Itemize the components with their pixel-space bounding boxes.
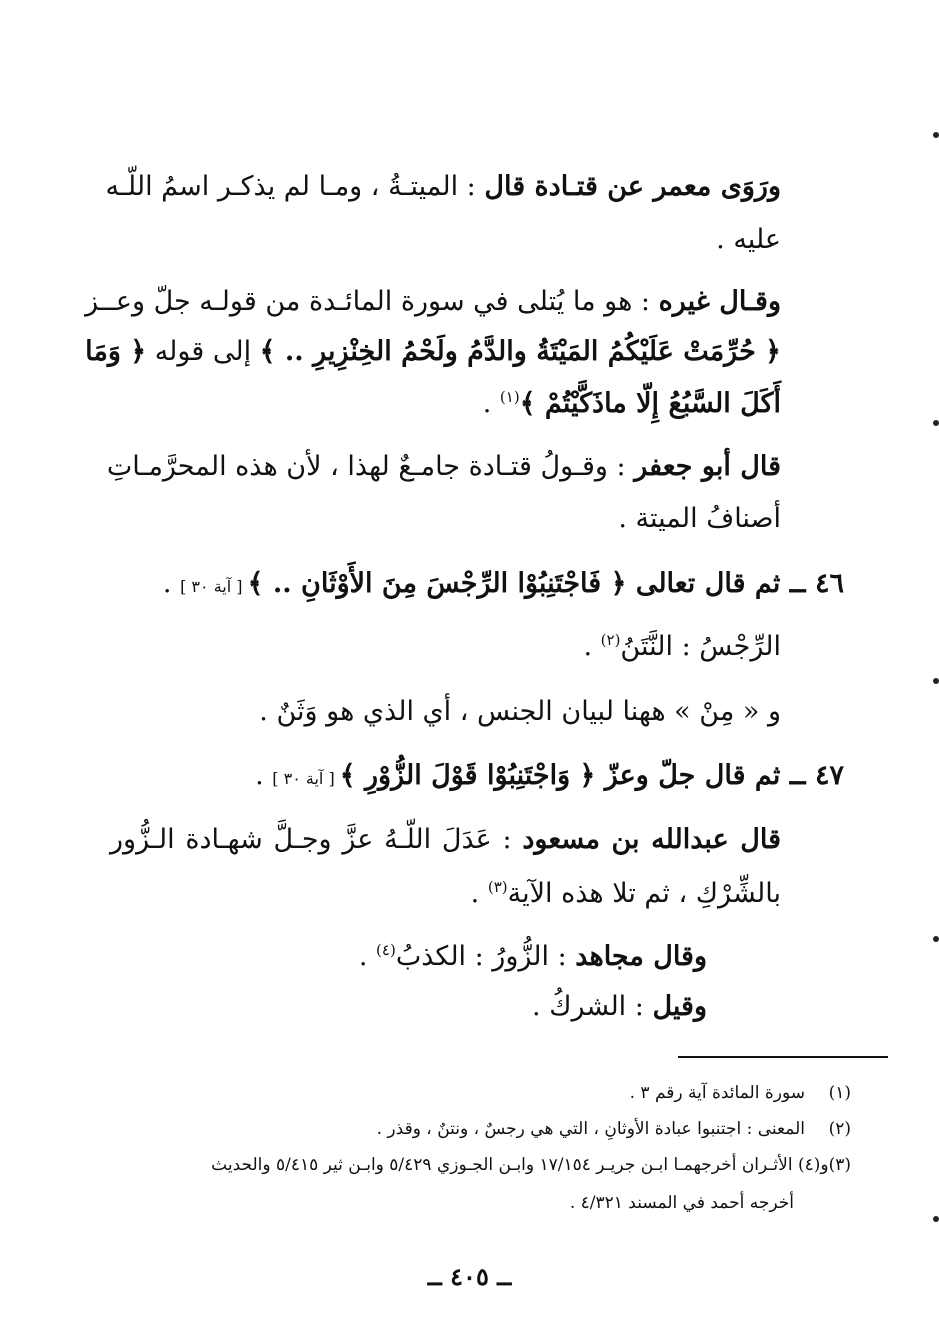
text-run: و « مِنْ » ههنا لبيان الجنس ، أي الذي هو وَثَنٌ . — [259, 696, 781, 727]
text-line-15 — [110, 987, 707, 1027]
text-line-6 — [106, 447, 781, 487]
scan-mark — [933, 420, 939, 426]
text-run: . — [583, 631, 601, 662]
footnote-text: سورة المائدة آية رقم ٣ . — [629, 1083, 805, 1103]
footnote-marker: (٢) — [600, 631, 621, 649]
text-line-2 — [110, 220, 781, 260]
verse-heading: ٤٦ ــ ثم قال تعالى — [626, 568, 844, 599]
text-run: : هو ما يُتلى في سورة المائـدة من قولـه جلّ وعــز — [85, 286, 659, 317]
narrator-name: وقال مجاهد — [575, 941, 707, 972]
footnote-3 — [110, 1150, 851, 1180]
scan-mark — [933, 678, 939, 684]
text-run: . — [482, 388, 500, 419]
narrator-name: قال عبدالله بن مسعود — [522, 824, 781, 855]
text-line-11 — [110, 756, 844, 799]
verse-reference: [ آية ٣٠ ] — [180, 577, 248, 596]
text-run: : الميتـةُ ، ومـا لم يذكـر اسمُ اللّـه — [105, 171, 485, 202]
text-run: . — [470, 878, 488, 909]
narrator-name: وقـال غيره — [658, 286, 781, 317]
footnote-marker: (١) — [499, 388, 520, 406]
verse-heading: ٤٧ ــ ثم قال جلّ وعزّ — [595, 760, 844, 791]
footnote-text: الأثـران أخرجهمـا ابـن جريـر ١٧/١٥٤ وابـن الجـوزي ٥/٤٢٩ وابـن ثير ٥/٤١٥ والحديث — [211, 1155, 798, 1175]
text-line-1 — [105, 167, 781, 207]
footnote-text: أخرجه أحمد في المسند ٤/٣٢١ . — [569, 1193, 794, 1213]
text-run: إلى قوله — [146, 336, 260, 367]
footnote-text: المعنى : اجتنبوا عبادة الأوثانِ ، التي هي رجسٌ ، ونتنٌ ، وقذر . — [376, 1119, 805, 1139]
text-line-10 — [110, 692, 781, 732]
text-run: : وقـولُ قتـادة جامـعٌ لهذا ، لأن هذه المحرَّمـاتِ — [106, 451, 635, 482]
quran-quote: أَكَلَ السَّبُعُ إِلّا ماذَكَّيْتُمْ ﴾ — [519, 388, 781, 419]
text-line-9 — [110, 627, 781, 667]
quran-quote: ﴿ حُرِّمَتْ عَلَيْكُمُ المَيْتَةُ والدَّمُ ولَحْمُ الخِنْزِيرِ .. ﴾ — [259, 336, 781, 367]
quran-quote: ﴿ وَمَا — [85, 336, 147, 367]
narrator-name: قال أبو جعفر — [634, 451, 781, 482]
footnote-marker: (٣) — [487, 878, 508, 896]
text-line-5 — [110, 384, 781, 424]
page-number: ــ ٤٠٥ ــ — [427, 1262, 512, 1291]
text-run: . — [358, 941, 377, 972]
footnote-divider — [678, 1056, 888, 1058]
text-run: . — [162, 568, 181, 599]
footnote-1 — [110, 1078, 851, 1108]
footnote-3-continued — [110, 1188, 794, 1218]
verse-reference: [ آية ٣٠ ] — [272, 769, 340, 788]
scan-mark — [933, 1216, 939, 1222]
text-run: عليه . — [716, 224, 781, 255]
scan-mark — [933, 132, 939, 138]
text-run: : عَدَلَ اللّـهُ عزَّ وجـلَّ شهـادة الـزُّور — [110, 824, 523, 855]
text-line-8 — [110, 564, 844, 607]
footnote-number: (٣)و(٤) — [797, 1155, 851, 1175]
quran-quote: ﴿ وَاجْتَنِبُوْا قَوْلَ الزُّوْرِ ﴾ — [339, 760, 596, 791]
text-line-3 — [85, 282, 781, 322]
text-run: الرِّجْسُ : النَّتَنُ — [620, 631, 781, 662]
text-line-14 — [110, 937, 707, 977]
quran-quote: ﴿ فَاجْتَنِبُوْا الرِّجْسَ مِنَ الأَوْثَانِ .. ﴾ — [247, 568, 627, 599]
text-run: . — [255, 760, 273, 791]
text-run: بالشِّرْكِ ، ثم تلا هذه الآية — [507, 878, 781, 909]
narrator-name: ورَوَى معمر عن قتـادة قال — [484, 171, 781, 202]
text-line-7 — [110, 499, 781, 539]
text-line-12 — [110, 820, 781, 860]
footnote-2 — [110, 1114, 851, 1144]
text-run: أصنافُ الميتة . — [618, 503, 781, 534]
narrator-name: وقيل — [652, 991, 707, 1022]
footnote-number: (٢) — [828, 1119, 851, 1139]
text-run: : الشركُ . — [532, 991, 653, 1022]
footnote-number: (١) — [828, 1083, 851, 1103]
text-line-13 — [110, 874, 781, 914]
scan-mark — [933, 936, 939, 942]
text-run: : الزُّورُ : الكذبُ — [395, 941, 576, 972]
text-line-4 — [85, 332, 781, 372]
footnote-marker: (٤) — [376, 941, 396, 959]
